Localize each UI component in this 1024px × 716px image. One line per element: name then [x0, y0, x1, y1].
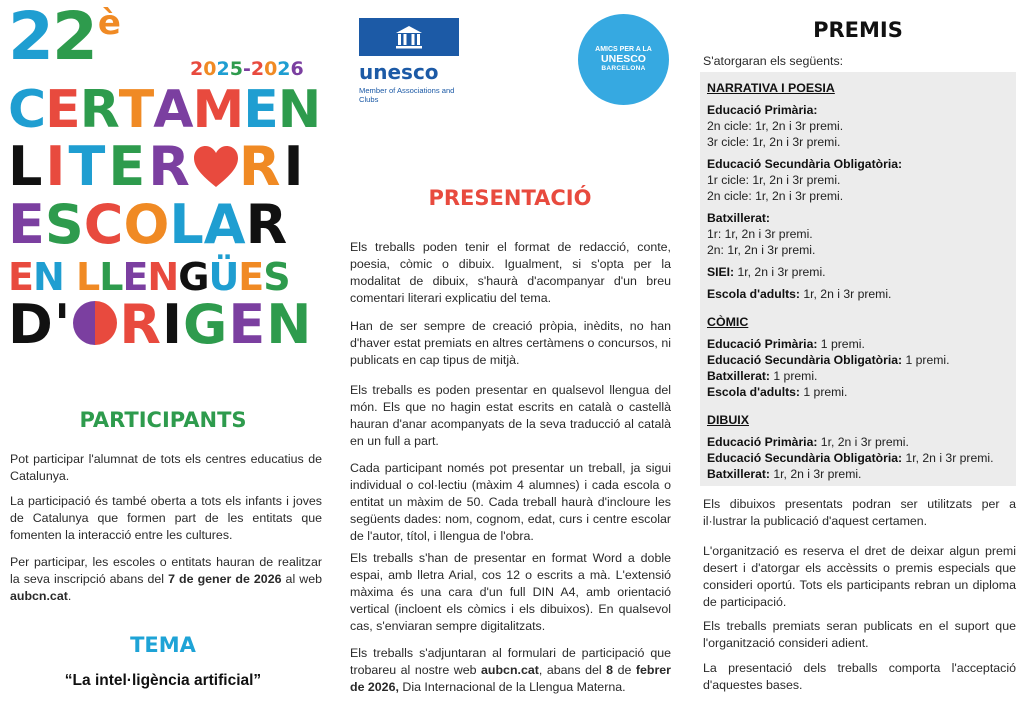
title-escolar: ESCOLAR: [8, 193, 288, 256]
dibuix-primaria: Educació Primària: 1r, 2n i 3r premi.: [707, 435, 909, 449]
edition-digits: 22: [8, 0, 96, 75]
edition-suffix: è: [97, 3, 121, 43]
amics-line-1: AMICS PER A LA: [595, 46, 652, 53]
right-column: [700, 0, 1020, 716]
comic-primaria: Educació Primària: 1 premi.: [707, 337, 865, 351]
heart-icon: [193, 145, 239, 189]
presentacio-heading: PRESENTACIÓ: [428, 186, 592, 210]
unesco-logo: [359, 18, 463, 104]
premis-paragraph-1: Els dibuixos presentats podran ser utilitzats per a il·lustrar la publicació d'aquest certamen.: [703, 497, 1016, 528]
participants-paragraph-3: Per participar, les escoles o entitats hauran de realitzar la seva inscripció abans del 7 de gener de 2026 al web aubcn.cat.: [10, 555, 322, 603]
title-certamen: CERTAMEN: [8, 80, 321, 140]
dibuix-batx: Batxillerat: 1r, 2n i 3r premi.: [707, 467, 862, 481]
narrativa-batx-label: Batxillerat:: [707, 211, 770, 225]
left-column: [0, 0, 336, 716]
title-literari: LITER RI: [8, 135, 307, 198]
title-dorigen: D' RIGEN: [8, 293, 313, 356]
premis-paragraph-2: L'organització es reserva el dret de deixar algun premi desert i d'atorgar els accèssits o premis especials que consideri oportú. Tots els participants rebran un diploma de participació.: [703, 544, 1016, 609]
premis-intro: S'atorgaran els següents:: [703, 54, 844, 68]
presentacio-paragraph-5: Els treballs s'han de presentar en format Word a doble espai, amb lletra Arial, cos 12 o escrits a mà. L'extensió màxima és una cara d'un full DIN A4, amb orientació vertical (incloent els còmics i els dibuixos). En qualsevol cas, s'enviaran sempre digitalitzats.: [350, 551, 671, 633]
narrativa-eso-label: Educació Secundària Obligatòria:: [707, 157, 903, 171]
presentacio-paragraph-4: Cada participant només pot presentar un treball, ja sigui individual o col·lectiu (màxim 4 alumnes) i cada escola o entitat un màxim de 50. Cada treball haurà d'incloure les següents dades: nom, cognom, edat, curs i centre escolar de l'autor, títol, i llengua de l'obra.: [350, 461, 671, 543]
narrativa-batx-line-1: 1r: 1r, 2n i 3r premi.: [707, 227, 813, 241]
participants-paragraph-1: Pot participar l'alumnat de tots els centres educatius de Catalunya.: [10, 452, 322, 483]
comic-heading: CÒMIC: [707, 315, 749, 329]
narrativa-adults: Escola d'adults: 1r, 2n i 3r premi.: [707, 287, 892, 301]
participants-paragraph-2: La participació és també oberta a tots els infants i joves de Catalunya que formen part de les entitats que fomenten la interacció entre les cultures.: [10, 494, 322, 542]
narrativa-eso-line-2: 2n cicle: 1r, 2n i 3r premi.: [707, 189, 844, 203]
narrativa-eso-line-1: 1r cicle: 1r, 2n i 3r premi.: [707, 173, 841, 187]
narrativa-heading: NARRATIVA I POESIA: [707, 81, 835, 95]
comic-adults: Escola d'adults: 1 premi.: [707, 385, 848, 399]
narrativa-primaria-line-2: 3r cicle: 1r, 2n i 3r premi.: [707, 135, 841, 149]
premis-paragraph-3: Els treballs premiats seran publicats en el suport que l'organització consideri adient.: [703, 619, 1016, 650]
unesco-temple-icon: [359, 18, 459, 56]
circle-shape-icon: [71, 299, 119, 347]
narrativa-batx-line-2: 2n: 1r, 2n i 3r premi.: [707, 243, 816, 257]
premis-paragraph-4: La presentació dels treballs comporta l'acceptació d'aquestes bases.: [703, 661, 1016, 692]
edition-number: [8, 0, 121, 75]
amics-unesco-logo: [578, 14, 669, 105]
premis-box: [700, 72, 1016, 486]
presentacio-paragraph-1: Els treballs poden tenir el format de redacció, conte, poesia, còmic o dibuix. Igualment, si s'opta per la modalitat de dibuix, s'haurà d'acompanyar d'un breu comentari literari explicatiu del tema.: [350, 240, 671, 305]
middle-column: [345, 0, 675, 716]
comic-eso: Educació Secundària Obligatòria: 1 premi.: [707, 353, 950, 367]
narrativa-primaria-label: Educació Primària:: [707, 103, 818, 117]
premis-heading: PREMIS: [813, 18, 903, 42]
amics-line-2: UNESCO: [601, 53, 646, 65]
presentacio-paragraph-3: Els treballs es poden presentar en qualsevol llengua del món. Els que no hagin estat escrits en català o castellà hauran d'anar acompanyats de la seva traducció al català en un full a part.: [350, 383, 671, 448]
presentacio-paragraph-6: Els treballs s'adjuntaran al formulari de participació que trobareu al nostre web aubcn.cat, abans del 8 de febrer de 2026, Dia Internacional de la Llengua Materna.: [350, 646, 671, 694]
title-llengues: EN LLENGÜES: [8, 255, 290, 299]
amics-line-3: BARCELONA: [601, 65, 646, 72]
participants-heading: PARTICIPANTS: [79, 408, 247, 432]
comic-batx: Batxillerat: 1 premi.: [707, 369, 818, 383]
dibuix-eso: Educació Secundària Obligatòria: 1r, 2n i 3r premi.: [707, 451, 994, 465]
narrativa-siei: SIEI: 1r, 2n i 3r premi.: [707, 265, 826, 279]
unesco-member-text: Member of Associations and Clubs: [359, 86, 455, 104]
narrativa-primaria-line-1: 2n cicle: 1r, 2n i 3r premi.: [707, 119, 844, 133]
edition-years: 2025-2026: [190, 58, 304, 80]
tema-quote: “La intel·ligència artificial”: [64, 672, 262, 689]
tema-heading: TEMA: [130, 633, 196, 657]
presentacio-paragraph-2: Han de ser sempre de creació pròpia, inèdits, no han d'haver estat premiats en altres certàmens o concursos, ni publicats en cap tipus de mitjà.: [350, 319, 671, 367]
dibuix-heading: DIBUIX: [707, 413, 749, 427]
unesco-wordmark: unesco: [359, 60, 439, 84]
